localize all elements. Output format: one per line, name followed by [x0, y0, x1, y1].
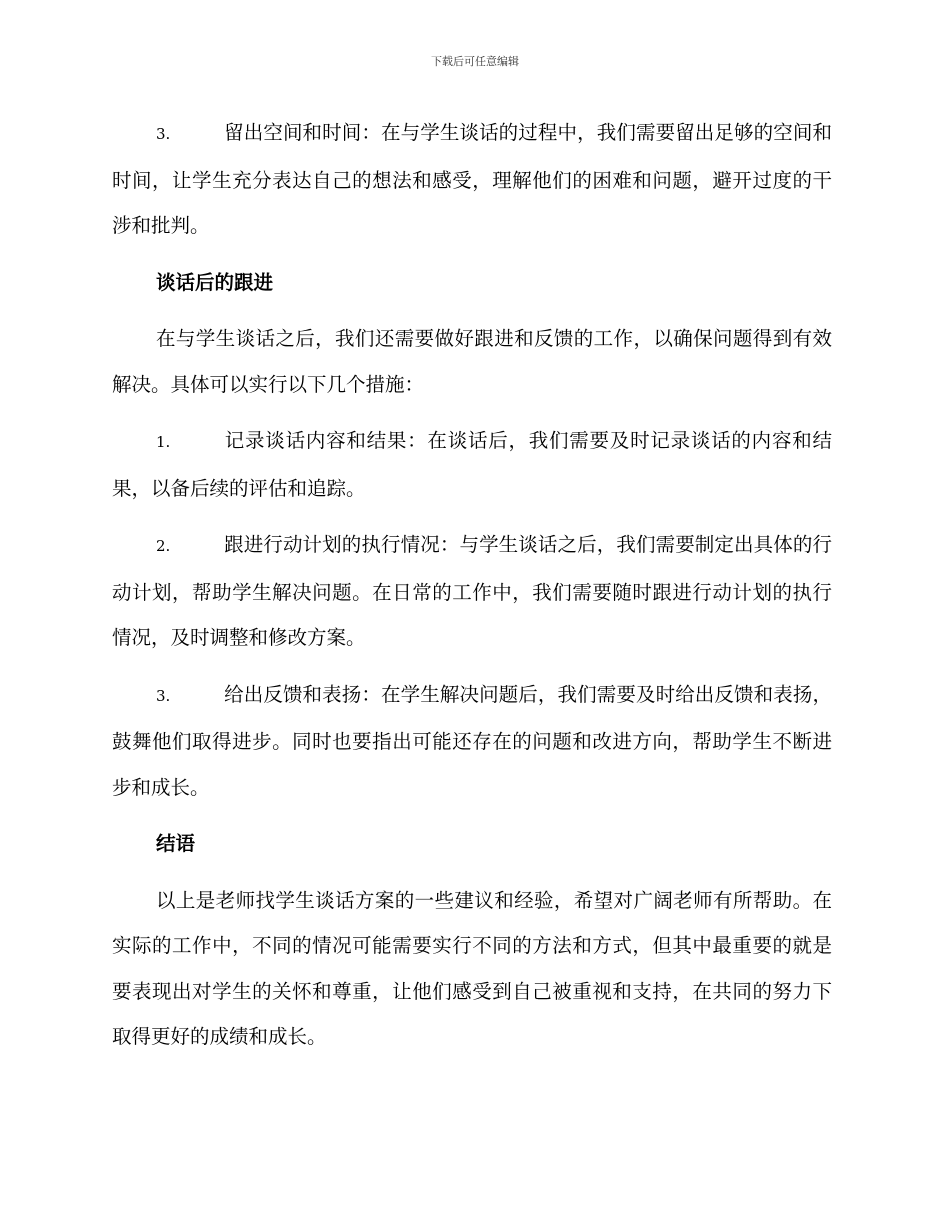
followup-intro-paragraph: 在与学生谈话之后，我们还需要做好跟进和反馈的工作，以确保问题得到有效解决。具体可以实行以下几个措施：	[112, 327, 832, 396]
list-item	[112, 110, 832, 249]
list-item	[112, 672, 832, 811]
list-item-text: 给出反馈和表扬：在学生解决问题后，我们需要及时给出反馈和表扬，鼓舞他们取得进步。同时也要指出可能还存在的问题和改进方向，帮助学生不断进步和成长。	[112, 682, 832, 799]
section-heading-followup: 谈话后的跟进	[156, 270, 274, 294]
conclusion-paragraph: 以上是老师找学生谈话方案的一些建议和经验，希望对广阔老师有所帮助。在实际的工作中，不同的情况可能需要实行不同的方法和方式，但其中最重要的就是要表现出对学生的关怀和尊重，让他们感受到自己被重视和支持，在共同的努力下取得更好的成绩和成长。	[112, 888, 832, 1048]
list-number: 2.	[156, 537, 171, 555]
list-item-text: 记录谈话内容和结果：在谈话后，我们需要及时记录谈话的内容和结果，以备后续的评估和追踪。	[112, 429, 832, 500]
section-heading-conclusion: 结语	[156, 832, 196, 855]
page-header: 下载后可任意编辑	[431, 55, 519, 68]
list-item	[112, 522, 832, 661]
list-item-text: 跟进行动计划的执行情况：与学生谈话之后，我们需要制定出具体的行动计划，帮助学生解决问题。在日常的工作中，我们需要随时跟进行动计划的执行情况，及时调整和修改方案。	[112, 533, 832, 649]
document-body	[112, 110, 832, 1071]
list-number: 1.	[156, 433, 171, 451]
list-item-text: 留出空间和时间：在与学生谈话的过程中，我们需要留出足够的空间和时间，让学生充分表达自己的想法和感受，理解他们的困难和问题，避开过度的干涉和批判。	[112, 121, 832, 237]
list-item	[112, 418, 832, 511]
list-number: 3.	[156, 125, 171, 143]
list-number: 3.	[156, 686, 171, 705]
